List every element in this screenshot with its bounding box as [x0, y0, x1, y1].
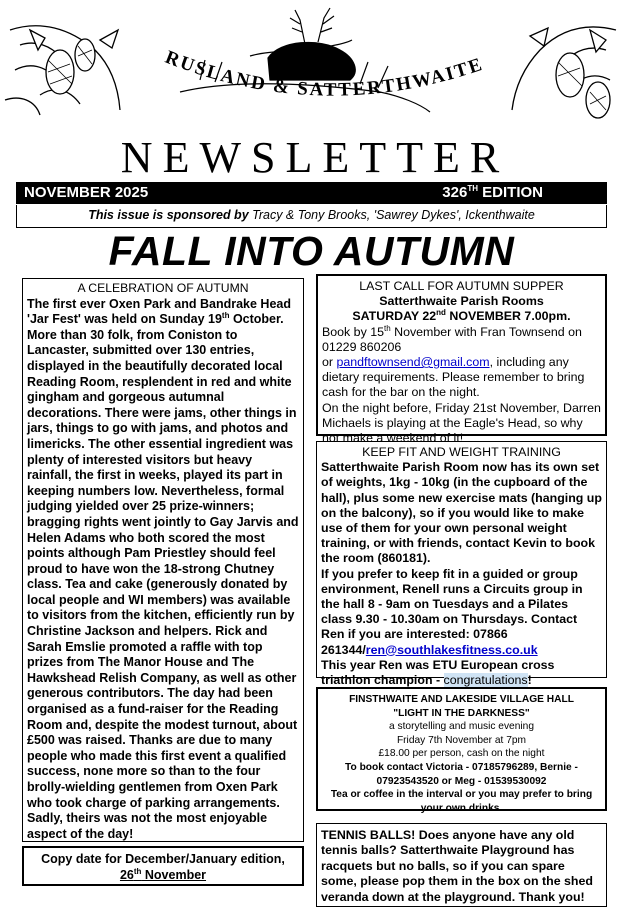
keepfit-para1: Satterthwaite Parish Room now has its own set of weights, 1kg - 10kg (in the cupboard of the hall), plus some new exercise mats (hanging up on the balcony), so if you would like to make use of them for your own personal weight training, or with friends, contact Kevin to book the room (860181).	[321, 460, 602, 566]
supper-date-1: SATURDAY 22	[352, 309, 437, 324]
masthead-title: NEWSLETTER	[120, 133, 510, 182]
tennis-text: TENNIS BALLS! Does anyone have any old tennis balls? Satterthwaite Playground has racquets but no balls, so if you can spare some, please pop them in the box on the shed veranda down at the playground. Thank you!	[321, 828, 593, 904]
celebration-body-1: The first ever Oxen Park and Bandrake Head 'Jar Fest' was held on Sunday 19	[27, 296, 291, 327]
supper-date-2: NOVEMBER 7.00pm.	[445, 309, 571, 324]
supper-booking	[322, 325, 601, 355]
keepfit-congrats: congratulations	[443, 673, 528, 688]
supper-date	[322, 309, 601, 324]
copy-date-day: 26	[119, 868, 134, 882]
supper-title: LAST CALL FOR AUTUMN SUPPER	[359, 279, 564, 293]
celebration-body-2: October. More than 30 folk, from Coniston to Lancaster, submitted over 130 entries, displayed in the beautifully decorated local Reading Room, resplendent in red and white gingham and gorgeous autumnal decorations. There were jams, other things in jars, things to go with jams, and photos and limericks. The other essential ingredient was plenty of interested visitors but heavy rainfall, the first in weeks, played its part in keeping numbers low. Nevertheless, formal judging yielded over 25 prize-winners; bragging rights went jointly to Gay Jarvis and Helen Adams who both scored the most points although Pam Priestley should feel proud to have won the 18-strong Chutney class. Tea and cake (generously donated by local people and WI members) was available to visitors from the kitchen, efficiently run by Christine Jackson and helpers. Rick and Sarah Emslie promoted a raffle with top prizes from The Manor House and The Hawkshead Relish Company, as well as other generous contributors. The day had been organised as a fund-raiser for the Reading Room and, despite the modest turnout, about £500 was raised. Thanks are due to many people who made this first event a qualified success, none more so than to the four brolly-wielding gentlemen from Oxen Park who took charge of parking arrangements. Sadly, theirs was not the most enjoyable aspect of the day!	[27, 312, 299, 841]
keepfit-article	[316, 441, 607, 688]
keepfit-para2-text: If you prefer to keep fit in a guided or group environment, Renell runs a Circuits group in the hall 8 - 9am on Tuesdays and a Pilates class 9.30 - 10.30am on Thursdays. Contact Ren if you are interested: 07866 261344/	[321, 566, 583, 657]
celebration-body-sup: th	[221, 311, 230, 321]
celebration-article	[22, 278, 304, 842]
copy-date-sup: th	[133, 866, 142, 876]
keepfit-para2	[321, 567, 602, 658]
supper-night-before: On the night before, Friday 21st November, Darren Michaels is playing at the Eagle's Head, so why not make a weekend of it!	[322, 400, 601, 446]
supper-email-line	[322, 355, 601, 401]
supper-or: or	[322, 355, 337, 370]
tennis-article	[316, 823, 607, 907]
sponsor-text: Tracy & Tony Brooks, 'Sawrey Dykes', Ickenthwaite	[248, 208, 535, 222]
copy-date-line1: Copy date for December/January edition,	[41, 852, 285, 866]
finsthwaite-title: FINSTHWAITE AND LAKESIDE VILLAGE HALL	[349, 694, 574, 705]
finsthwaite-desc: a storytelling and music evening	[389, 721, 534, 733]
supper-book-2: November with Fran Townsend on 01229 860206	[322, 324, 582, 354]
supper-book-sup: th	[384, 323, 391, 333]
copy-date-box	[22, 846, 304, 886]
issue-month: NOVEMBER 2025	[24, 184, 149, 201]
supper-venue: Satterthwaite Parish Rooms	[379, 294, 544, 309]
finsthwaite-drinks: Tea or coffee in the interval or you may prefer to bring your own drinks.	[330, 789, 593, 814]
copy-date-month: November	[141, 868, 207, 882]
headline: FALL INTO AUTUMN	[108, 228, 515, 274]
left-foliage-illustration	[5, 26, 120, 115]
copy-date-date	[24, 867, 302, 883]
supper-email-link[interactable]: pandftownsend@gmail.com	[336, 355, 490, 370]
keepfit-para3-text: This year Ren was ETU European cross triathlon champion -	[321, 657, 555, 688]
masthead-arc-text: RUSLAND & SATTERTHWAITE	[162, 46, 487, 101]
edition-suffix: TH	[467, 184, 478, 193]
masthead	[0, 0, 626, 182]
issue-bar	[16, 182, 607, 204]
supper-book-1: Book by 15	[322, 324, 384, 339]
finsthwaite-date: Friday 7th November at 7pm	[396, 734, 527, 746]
supper-date-sup: nd	[436, 308, 446, 318]
finsthwaite-contact: To book contact Victoria - 07185796289, Bernie - 07923543520 or Meg - 01539530092	[345, 761, 578, 787]
finsthwaite-price: £18.00 per person, cash on the night	[378, 748, 545, 760]
celebration-body	[27, 297, 299, 843]
keepfit-para3-end: !	[527, 673, 532, 688]
sponsor-bar	[16, 205, 607, 228]
keepfit-title: KEEP FIT AND WEIGHT TRAINING	[362, 445, 561, 459]
finsthwaite-article	[316, 687, 607, 814]
supper-article	[316, 274, 607, 446]
issue-edition	[442, 184, 543, 201]
edition-word: EDITION	[477, 184, 543, 201]
finsthwaite-event: "LIGHT IN THE DARKNESS"	[393, 707, 530, 719]
supper-after-email: , including any dietary requirements. Please remember to bring cash for the bar on the night.	[322, 355, 585, 400]
celebration-title: A CELEBRATION OF AUTUMN	[77, 281, 249, 295]
right-foliage-illustration	[512, 27, 616, 118]
keepfit-para3	[321, 658, 602, 688]
keepfit-email-link[interactable]: ren@southlakesfitness.co.uk	[365, 642, 538, 657]
sponsor-prefix: This issue is sponsored by	[88, 208, 249, 222]
edition-number: 326	[442, 184, 468, 201]
